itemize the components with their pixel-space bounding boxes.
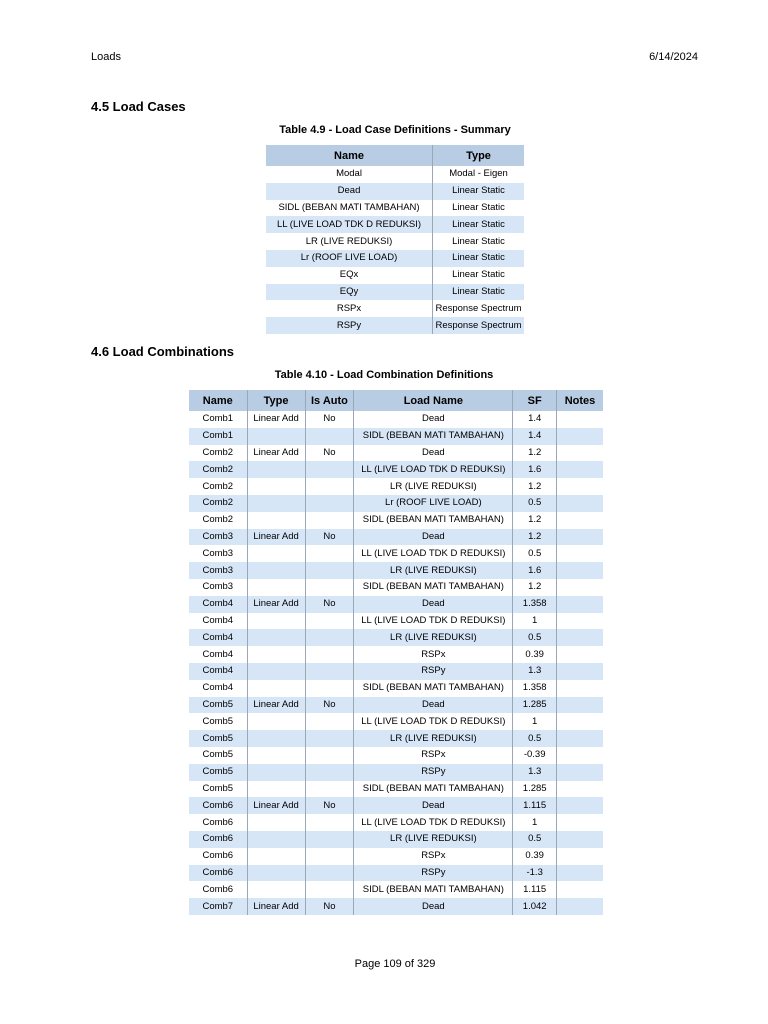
cell-notes <box>557 629 603 646</box>
cell-sf: 1.115 <box>513 797 557 814</box>
cell-name: Comb3 <box>189 562 247 579</box>
cell-notes <box>557 797 603 814</box>
cell-name: Comb2 <box>202 480 234 492</box>
cell-name: Comb2 <box>202 514 234 526</box>
cell-type <box>247 865 305 882</box>
cell-name: SIDL (BEBAN MATI TAMBAHAN) <box>278 201 420 213</box>
column-header-load-name: Load Name <box>354 390 513 411</box>
cell-sf: 1 <box>513 814 557 831</box>
cell-load-name: SIDL (BEBAN MATI TAMBAHAN) <box>354 512 513 529</box>
cell-load-name: SIDL (BEBAN MATI TAMBAHAN) <box>354 680 513 697</box>
cell-type <box>247 495 305 512</box>
cell-is-auto <box>305 747 354 764</box>
cell-notes <box>557 680 603 697</box>
table-row <box>189 596 603 613</box>
cell-name: Comb6 <box>189 865 247 882</box>
table-row <box>189 680 603 697</box>
cell-notes <box>557 529 603 546</box>
cell-notes <box>557 663 603 680</box>
cell-type <box>247 831 305 848</box>
cell-notes <box>557 730 603 747</box>
table-row <box>189 747 603 764</box>
cell-load-name: Lr (ROOF LIVE LOAD) <box>354 495 513 512</box>
cell-notes <box>557 495 603 512</box>
cell-notes <box>557 428 603 445</box>
cell-type <box>247 613 305 630</box>
cell-sf: 0.5 <box>513 730 557 747</box>
cell-is-auto: No <box>305 411 354 428</box>
cell-notes <box>557 411 603 428</box>
cell-name: Comb3 <box>202 547 234 559</box>
cell-name: RSPx <box>336 302 362 314</box>
cell-load-name: LR (LIVE REDUKSI) <box>354 629 513 646</box>
cell-load-name: LL (LIVE LOAD TDK D REDUKSI) <box>354 814 513 831</box>
cell-type: Linear Add <box>247 529 305 546</box>
cell-sf: 1.285 <box>513 781 557 798</box>
cell-sf: 1.2 <box>513 445 557 462</box>
cell-type <box>247 562 305 579</box>
cell-load-name: LL (LIVE LOAD TDK D REDUKSI) <box>354 613 513 630</box>
cell-notes <box>557 562 603 579</box>
cell-type <box>247 478 305 495</box>
table-row <box>189 613 603 630</box>
cell-is-auto <box>305 848 354 865</box>
cell-sf: 1 <box>513 613 557 630</box>
table-row <box>189 529 603 546</box>
table-row <box>189 629 603 646</box>
cell-sf: 1.4 <box>513 428 557 445</box>
cell-name: EQy <box>266 284 433 301</box>
cell-notes <box>557 831 603 848</box>
cell-type: Linear Add <box>247 445 305 462</box>
cell-is-auto <box>305 663 354 680</box>
table-row <box>189 848 603 865</box>
cell-is-auto <box>305 680 354 697</box>
cell-sf: 0.39 <box>513 646 557 663</box>
cell-name: Comb2 <box>189 461 247 478</box>
cell-is-auto <box>305 428 354 445</box>
cell-notes <box>557 579 603 596</box>
cell-notes <box>557 865 603 882</box>
table-row <box>189 831 603 848</box>
cell-name: Comb1 <box>202 413 234 425</box>
cell-type: Linear Static <box>433 183 525 200</box>
section-heading-load-combinations: 4.6 Load Combinations <box>91 344 235 359</box>
column-header-name: Name <box>189 390 247 411</box>
cell-load-name: Dead <box>354 697 513 714</box>
table-row <box>266 183 524 200</box>
cell-notes <box>557 881 603 898</box>
cell-type: Linear Static <box>433 250 525 267</box>
cell-type: Linear Static <box>433 233 525 250</box>
cell-type <box>247 545 305 562</box>
table-row <box>189 663 603 680</box>
table-row <box>189 781 603 798</box>
cell-notes <box>557 848 603 865</box>
cell-load-name: Dead <box>354 445 513 462</box>
cell-type <box>247 428 305 445</box>
cell-notes <box>557 713 603 730</box>
cell-notes <box>557 898 603 915</box>
cell-name: Comb4 <box>189 663 247 680</box>
cell-type <box>247 646 305 663</box>
cell-type <box>247 579 305 596</box>
column-header-type: Type <box>433 145 525 166</box>
table-row <box>189 814 603 831</box>
cell-sf: 1.2 <box>513 512 557 529</box>
table-row <box>189 445 603 462</box>
table-row <box>266 233 524 250</box>
cell-name: Comb4 <box>202 648 234 660</box>
cell-name: LL (LIVE LOAD TDK D REDUKSI) <box>266 216 433 233</box>
cell-sf: 0.39 <box>513 848 557 865</box>
cell-is-auto: No <box>305 445 354 462</box>
cell-type <box>247 713 305 730</box>
table-row <box>189 865 603 882</box>
cell-notes <box>557 646 603 663</box>
table-row <box>189 730 603 747</box>
cell-name: Comb2 <box>189 495 247 512</box>
cell-load-name: LR (LIVE REDUKSI) <box>354 562 513 579</box>
table-row <box>189 646 603 663</box>
cell-is-auto <box>305 646 354 663</box>
table-row <box>266 216 524 233</box>
table-row <box>189 898 603 915</box>
cell-load-name: Dead <box>354 797 513 814</box>
cell-is-auto <box>305 562 354 579</box>
cell-type: Linear Add <box>247 411 305 428</box>
cell-is-auto <box>305 713 354 730</box>
cell-load-name: Dead <box>354 411 513 428</box>
cell-load-name: LR (LIVE REDUKSI) <box>354 478 513 495</box>
cell-load-name: RSPx <box>354 747 513 764</box>
cell-sf: 1.2 <box>513 478 557 495</box>
cell-sf: 1.2 <box>513 529 557 546</box>
cell-notes <box>557 781 603 798</box>
cell-sf: 0.5 <box>513 495 557 512</box>
cell-name: Comb4 <box>189 596 247 613</box>
cell-notes <box>557 764 603 781</box>
cell-is-auto <box>305 495 354 512</box>
cell-load-name: RSPy <box>354 764 513 781</box>
cell-is-auto: No <box>305 529 354 546</box>
table-row <box>189 428 603 445</box>
cell-name: Comb5 <box>189 697 247 714</box>
cell-type <box>247 730 305 747</box>
cell-name: Comb3 <box>189 529 247 546</box>
cell-notes <box>557 613 603 630</box>
cell-load-name: LL (LIVE LOAD TDK D REDUKSI) <box>354 713 513 730</box>
cell-type: Linear Static <box>433 267 525 284</box>
cell-type: Modal - Eigen <box>433 166 525 183</box>
table-header-row <box>189 390 603 411</box>
cell-type: Linear Add <box>247 898 305 915</box>
cell-sf: -0.39 <box>513 747 557 764</box>
cell-is-auto <box>305 629 354 646</box>
cell-load-name: Dead <box>354 898 513 915</box>
table-row <box>189 562 603 579</box>
table-row <box>189 545 603 562</box>
cell-load-name: RSPy <box>354 663 513 680</box>
cell-is-auto <box>305 579 354 596</box>
table-row <box>189 764 603 781</box>
cell-type: Linear Static <box>433 216 525 233</box>
cell-type <box>247 629 305 646</box>
cell-is-auto <box>305 781 354 798</box>
cell-is-auto <box>305 831 354 848</box>
cell-sf: 1.2 <box>513 579 557 596</box>
cell-type <box>247 512 305 529</box>
table-row <box>266 267 524 284</box>
column-header-type: Type <box>247 390 305 411</box>
column-header-sf: SF <box>513 390 557 411</box>
cell-is-auto <box>305 461 354 478</box>
cell-name: Dead <box>266 183 433 200</box>
cell-sf: -1.3 <box>513 865 557 882</box>
cell-type <box>247 747 305 764</box>
cell-notes <box>557 747 603 764</box>
cell-sf: 1.115 <box>513 881 557 898</box>
cell-load-name: LR (LIVE REDUKSI) <box>354 831 513 848</box>
table-row <box>189 495 603 512</box>
cell-type <box>247 848 305 865</box>
cell-load-name: LL (LIVE LOAD TDK D REDUKSI) <box>354 545 513 562</box>
cell-notes <box>557 545 603 562</box>
cell-notes <box>557 512 603 529</box>
cell-notes <box>557 596 603 613</box>
cell-is-auto <box>305 730 354 747</box>
cell-type: Linear Add <box>247 797 305 814</box>
cell-load-name: SIDL (BEBAN MATI TAMBAHAN) <box>354 428 513 445</box>
cell-name: Comb4 <box>189 629 247 646</box>
cell-is-auto <box>305 881 354 898</box>
cell-load-name: LL (LIVE LOAD TDK D REDUKSI) <box>354 461 513 478</box>
cell-name: Comb5 <box>202 715 234 727</box>
load-combinations-table <box>189 390 603 915</box>
table-row <box>189 478 603 495</box>
cell-load-name: RSPy <box>354 865 513 882</box>
cell-is-auto <box>305 512 354 529</box>
cell-sf: 1.285 <box>513 697 557 714</box>
table-row <box>189 512 603 529</box>
cell-name: Comb6 <box>202 850 234 862</box>
cell-name: Comb6 <box>189 797 247 814</box>
cell-name: Comb4 <box>202 614 234 626</box>
load-cases-table-body <box>266 166 524 334</box>
cell-name: Comb1 <box>189 428 247 445</box>
cell-is-auto: No <box>305 898 354 915</box>
cell-type: Linear Add <box>247 596 305 613</box>
table-row <box>189 579 603 596</box>
column-header-is-auto: Is Auto <box>305 390 354 411</box>
cell-name: EQx <box>339 269 359 281</box>
cell-name: Modal <box>336 168 362 180</box>
cell-notes <box>557 461 603 478</box>
cell-load-name: LR (LIVE REDUKSI) <box>354 730 513 747</box>
cell-sf: 1.3 <box>513 663 557 680</box>
cell-sf: 1.3 <box>513 764 557 781</box>
load-cases-table <box>266 145 524 334</box>
table-row <box>189 881 603 898</box>
cell-type <box>247 881 305 898</box>
cell-name: Comb2 <box>202 446 234 458</box>
cell-is-auto <box>305 764 354 781</box>
cell-sf: 1.358 <box>513 680 557 697</box>
page-number: Page 109 of 329 <box>354 958 436 970</box>
table-row <box>189 697 603 714</box>
cell-load-name: RSPx <box>354 646 513 663</box>
table-row <box>266 317 524 334</box>
running-header-title: Loads <box>91 51 121 63</box>
cell-is-auto: No <box>305 797 354 814</box>
cell-name: Lr (ROOF LIVE LOAD) <box>266 250 433 267</box>
cell-load-name: Dead <box>354 529 513 546</box>
cell-load-name: Dead <box>354 596 513 613</box>
table-row <box>266 250 524 267</box>
cell-is-auto <box>305 545 354 562</box>
cell-type <box>247 764 305 781</box>
cell-sf: 1.042 <box>513 898 557 915</box>
cell-sf: 0.5 <box>513 545 557 562</box>
cell-name: Comb6 <box>202 816 234 828</box>
table-row <box>266 284 524 301</box>
cell-is-auto <box>305 478 354 495</box>
table-row <box>266 166 524 183</box>
cell-name: Comb5 <box>189 764 247 781</box>
cell-sf: 1.6 <box>513 461 557 478</box>
cell-type: Linear Static <box>433 284 525 301</box>
cell-name: Comb6 <box>202 883 234 895</box>
cell-type: Linear Static <box>433 200 525 217</box>
cell-type: Response Spectrum <box>433 300 525 317</box>
cell-type <box>247 663 305 680</box>
cell-notes <box>557 814 603 831</box>
cell-is-auto <box>305 865 354 882</box>
cell-name: Comb5 <box>202 782 234 794</box>
cell-type: Linear Add <box>247 697 305 714</box>
cell-name: Comb7 <box>189 898 247 915</box>
table-row <box>189 461 603 478</box>
cell-notes <box>557 478 603 495</box>
cell-notes <box>557 697 603 714</box>
table-row <box>266 300 524 317</box>
running-header-date: 6/14/2024 <box>649 51 698 63</box>
cell-name: Comb3 <box>202 581 234 593</box>
cell-sf: 1.4 <box>513 411 557 428</box>
cell-sf: 0.5 <box>513 831 557 848</box>
load-combinations-table-body <box>189 411 603 915</box>
cell-load-name: SIDL (BEBAN MATI TAMBAHAN) <box>354 781 513 798</box>
cell-name: Comb5 <box>202 749 234 761</box>
cell-is-auto <box>305 814 354 831</box>
column-header-notes: Notes <box>557 390 603 411</box>
cell-load-name: SIDL (BEBAN MATI TAMBAHAN) <box>354 881 513 898</box>
cell-is-auto: No <box>305 697 354 714</box>
table-row <box>189 411 603 428</box>
cell-is-auto <box>305 613 354 630</box>
table-row <box>189 797 603 814</box>
cell-sf: 1.6 <box>513 562 557 579</box>
cell-notes <box>557 445 603 462</box>
cell-type <box>247 814 305 831</box>
table-row <box>266 200 524 217</box>
table-row <box>189 713 603 730</box>
cell-sf: 0.5 <box>513 629 557 646</box>
cell-type: Response Spectrum <box>433 317 525 334</box>
cell-type <box>247 781 305 798</box>
cell-sf: 1.358 <box>513 596 557 613</box>
cell-load-name: RSPx <box>354 848 513 865</box>
cell-name: Comb4 <box>202 682 234 694</box>
table-caption-load-combinations: Table 4.10 - Load Combination Definitions <box>274 369 494 381</box>
table-header-row <box>266 145 524 166</box>
column-header-name: Name <box>266 145 433 166</box>
cell-load-name: SIDL (BEBAN MATI TAMBAHAN) <box>354 579 513 596</box>
cell-type <box>247 680 305 697</box>
section-heading-load-cases: 4.5 Load Cases <box>91 99 186 114</box>
cell-sf: 1 <box>513 713 557 730</box>
cell-name: Comb6 <box>189 831 247 848</box>
table-caption-load-cases: Table 4.9 - Load Case Definitions - Summary <box>279 124 511 136</box>
cell-name: LR (LIVE REDUKSI) <box>305 235 393 247</box>
cell-type <box>247 461 305 478</box>
cell-is-auto: No <box>305 596 354 613</box>
cell-name: RSPy <box>266 317 433 334</box>
cell-name: Comb5 <box>189 730 247 747</box>
